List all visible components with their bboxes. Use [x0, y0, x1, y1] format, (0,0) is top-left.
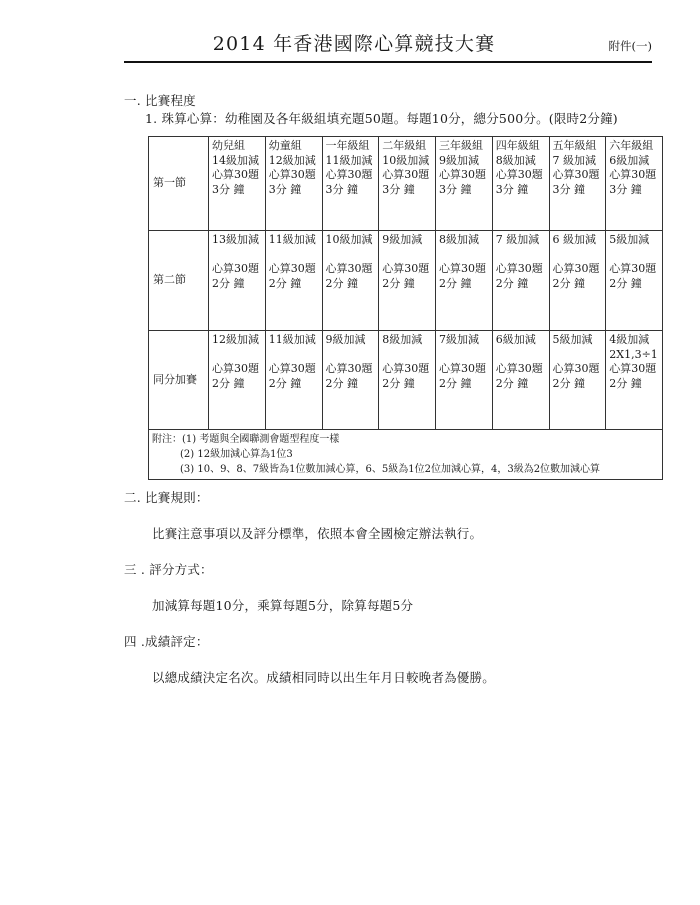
- table-cell: [322, 231, 379, 331]
- row-label-section-one: 第一節: [149, 137, 209, 231]
- cell-line-time: 2分 鐘: [552, 276, 585, 290]
- cell-line-questions: 心算30題: [212, 362, 259, 376]
- cell-line-time: 3分 鐘: [495, 182, 529, 196]
- cell-line-level: 8級加減: [382, 333, 423, 346]
- section-three-body: 加減算每題10分，乘算每題5分，除算每題5分: [152, 598, 414, 613]
- cell-line-level: 12級加減: [268, 153, 316, 167]
- table-cell: [322, 137, 379, 231]
- cell-line-questions: 心算30題: [439, 168, 486, 182]
- cell-line-time: 2分 鐘: [382, 376, 415, 390]
- cell-line-time: 2分 鐘: [268, 376, 302, 390]
- cell-line-questions: 心算30題: [212, 262, 259, 276]
- cell-line-questions: 心算30題: [495, 262, 543, 276]
- table-cell: [265, 137, 322, 231]
- cell-line-questions: 心算30題: [495, 362, 543, 376]
- cell-line-extra-ops: 2X1,3÷1: [609, 347, 658, 361]
- section-four-heading: 四 .成績評定：: [124, 634, 209, 649]
- attachment-label: 附件(一): [608, 39, 652, 53]
- cell-line-time: 2分 鐘: [439, 276, 472, 290]
- cell-line-time: 2分 鐘: [609, 276, 642, 290]
- cell-line-questions: 心算30題: [495, 168, 543, 182]
- cell-line-questions: 心算30題: [552, 362, 600, 376]
- cell-line-questions: 心算30題: [609, 168, 657, 182]
- cell-line-time: 2分 鐘: [495, 376, 529, 390]
- section-two-body: 比賽注意事項以及評分標準，依照本會全國檢定辦法執行。: [152, 526, 483, 541]
- cell-line-level: 12級加減: [212, 333, 259, 346]
- note-line-3: (3) 10、9、8、7級皆為1位數加減心算，6、5級為1位2位加減心算，4，3級為2位數加減心算: [180, 464, 601, 475]
- competition-level-table: [148, 136, 663, 480]
- note-line-2: (2) 12級加減心算為1位3: [180, 449, 293, 460]
- cell-line-level: 11級加減: [268, 333, 316, 346]
- cell-line-time: 2分 鐘: [212, 376, 245, 390]
- table-cell: [322, 331, 379, 430]
- header-divider: [124, 61, 652, 63]
- cell-line-level: 9級加減: [439, 153, 479, 167]
- cell-line-level: 11級加減: [268, 233, 316, 246]
- table-row: [149, 231, 663, 331]
- table-cell: [379, 137, 436, 231]
- cell-line-questions: 心算30題: [382, 168, 430, 182]
- cell-line-time: 2分 鐘: [325, 276, 358, 290]
- cell-line-level: 5級加減: [609, 233, 650, 246]
- cell-line-questions: 心算30題: [268, 168, 316, 182]
- cell-line-time: 3分 鐘: [382, 182, 415, 196]
- section-four-body: 以總成績決定名次。成績相同時以出生年月日較晚者為優勝。: [152, 670, 495, 685]
- cell-line-questions: 心算30題: [382, 362, 430, 376]
- table-cell: [379, 331, 436, 430]
- cell-line-time: 2分 鐘: [212, 276, 245, 290]
- table-cell: [436, 231, 493, 331]
- cell-line-questions: 心算30題: [439, 262, 486, 276]
- cell-line-group: 三年級組: [439, 139, 483, 152]
- cell-line-time: 3分 鐘: [268, 182, 302, 196]
- cell-line-questions: 心算30題: [609, 362, 657, 376]
- cell-line-time: 3分 鐘: [325, 182, 358, 196]
- cell-line-level: 6級加減: [495, 333, 536, 346]
- table-cell: [492, 231, 549, 331]
- table-row: [149, 331, 663, 430]
- cell-line-questions: 心算30題: [439, 362, 486, 376]
- cell-line-questions: 心算30題: [268, 262, 316, 276]
- cell-line-questions: 心算30題: [325, 168, 373, 182]
- cell-line-time: 3分 鐘: [439, 182, 472, 196]
- note-line-1: 附注：(1) 考題與全國聯測會題型程度一樣: [152, 434, 340, 445]
- cell-line-level: 6 級加減: [552, 233, 596, 246]
- row-label-tiebreak: 同分加賽: [149, 331, 209, 430]
- cell-line-questions: 心算30題: [552, 262, 600, 276]
- cell-line-level: 7 級加減: [552, 153, 596, 167]
- table-cell: [606, 331, 663, 430]
- cell-line-level: 13級加減: [212, 233, 259, 246]
- cell-line-time: 3分 鐘: [552, 182, 585, 196]
- section-one-heading: 一. 比賽程度: [124, 93, 196, 108]
- cell-line-level: 14級加減: [212, 153, 259, 167]
- cell-line-level: 6級加減: [609, 153, 650, 167]
- table-cell: [436, 137, 493, 231]
- section-two-heading: 二. 比賽規則：: [124, 490, 209, 505]
- table-cell: [492, 137, 549, 231]
- cell-line-level: 10級加減: [382, 153, 430, 167]
- cell-line-level: 8級加減: [439, 233, 479, 246]
- cell-line-questions: 心算30題: [609, 262, 657, 276]
- cell-line-level: 9級加減: [325, 333, 366, 346]
- table-cell: [492, 331, 549, 430]
- cell-line-group: 幼兒組: [212, 139, 245, 152]
- table-cell: [379, 231, 436, 331]
- table-cell: [606, 231, 663, 331]
- table-cell: [265, 231, 322, 331]
- cell-line-level: 7級加減: [439, 333, 479, 346]
- table-cell: [606, 137, 663, 231]
- cell-line-group: 二年級組: [382, 139, 427, 152]
- document-header: [124, 30, 652, 64]
- cell-line-questions: 心算30題: [212, 168, 259, 182]
- page-title: 2014 年香港國際心算競技大賽: [212, 33, 496, 55]
- cell-line-level: 5級加減: [552, 333, 593, 346]
- cell-line-time: 2分 鐘: [325, 376, 358, 390]
- table-notes-cell: [149, 430, 663, 480]
- cell-line-questions: 心算30題: [382, 262, 430, 276]
- cell-line-time: 3分 鐘: [609, 182, 642, 196]
- cell-line-level: 10級加減: [325, 233, 373, 246]
- cell-line-questions: 心算30題: [325, 362, 373, 376]
- table-cell: [209, 331, 266, 430]
- row-label-section-two: 第二節: [149, 231, 209, 331]
- cell-line-group: 一年級組: [325, 139, 370, 152]
- table-cell: [209, 137, 266, 231]
- cell-line-level: 8級加減: [495, 153, 536, 167]
- cell-line-questions: 心算30題: [552, 168, 600, 182]
- cell-line-questions: 心算30題: [325, 262, 373, 276]
- table-cell: [549, 331, 606, 430]
- cell-line-time: 2分 鐘: [552, 376, 585, 390]
- table-row: [149, 137, 663, 231]
- cell-line-group: 五年級組: [552, 139, 597, 152]
- cell-line-time: 2分 鐘: [609, 376, 642, 390]
- cell-line-group: 四年級組: [495, 139, 540, 152]
- cell-line-time: 2分 鐘: [268, 276, 302, 290]
- cell-line-time: 3分 鐘: [212, 182, 245, 196]
- cell-line-level: 7 級加減: [495, 233, 540, 246]
- table-cell: [549, 231, 606, 331]
- cell-line-level: 11級加減: [325, 153, 373, 167]
- table-notes-row: [149, 430, 663, 480]
- cell-line-group: 六年級組: [609, 139, 654, 152]
- cell-line-time: 2分 鐘: [439, 376, 472, 390]
- section-one-subitem: 1. 珠算心算：幼稚園及各年級組填充題50題。每題10分，總分500分。(限時2分鐘): [145, 111, 618, 126]
- table-cell: [549, 137, 606, 231]
- table-cell: [209, 231, 266, 331]
- table-body: [149, 137, 663, 480]
- section-three-heading: 三 . 評分方式：: [124, 562, 213, 577]
- cell-line-time: 2分 鐘: [382, 276, 415, 290]
- cell-line-level: 4級加減: [609, 333, 650, 346]
- cell-line-questions: 心算30題: [268, 362, 316, 376]
- table-cell: [265, 331, 322, 430]
- cell-line-level: 9級加減: [382, 233, 423, 246]
- cell-line-group: 幼童組: [268, 139, 302, 152]
- cell-line-time: 2分 鐘: [495, 276, 529, 290]
- table-cell: [436, 331, 493, 430]
